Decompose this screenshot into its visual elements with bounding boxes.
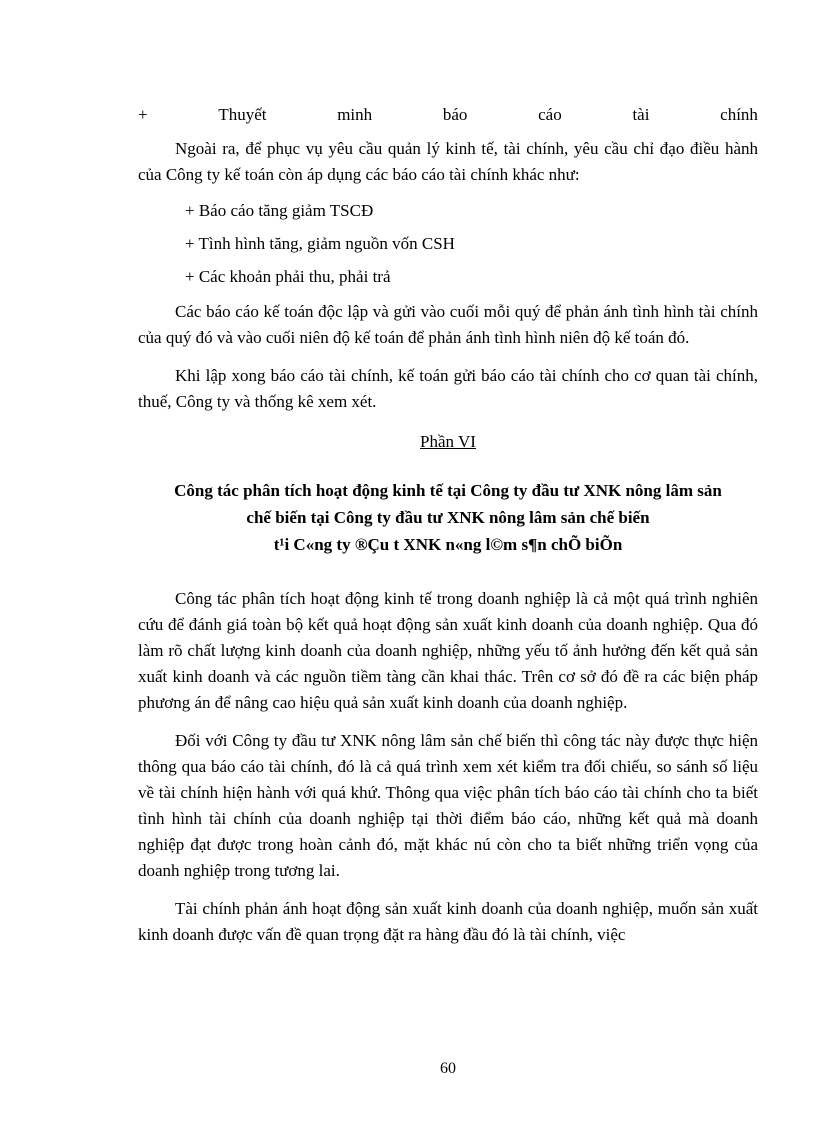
word: chính xyxy=(720,105,758,124)
bullet-list xyxy=(138,194,758,293)
section-title-line-1: Công tác phân tích hoạt động kinh tế tại Công ty đầu tư XNK nông lâm sản xyxy=(174,481,722,500)
page-number: 60 xyxy=(440,1060,456,1077)
paragraph-company-analysis: Đối với Công ty đầu tư XNK nông lâm sản chế biến thì công tác này được thực hiện thông qua báo cáo tài chính, đó là cả quá trình xem xét kiểm tra đối chiếu, so sánh số liệu về tài chính hiện hành với quá khứ. Thông qua việc phân tích báo cáo tài chính cho ta biết tình hình tài chính của doanh nghiệp tại thời điểm báo cáo, những kết quả mà doanh nghiệp đạt được trong hoàn cảnh đó, mặt khác nú còn cho ta biết những triển vọng của doanh nghiệp trong tương lai. xyxy=(138,731,758,880)
paragraph-independent-reports: Các báo cáo kế toán độc lập và gửi vào cuối mỗi quý để phản ánh tình hình tài chính của quý đó và vào cuối niên độ kế toán để phản ánh tình hình niên độ kế toán đó. xyxy=(138,302,758,347)
word: tài xyxy=(632,105,650,124)
word: báo xyxy=(442,105,468,124)
section-title-line-2: chế biến tại Công ty đầu tư XNK nông lâm sản chế biến xyxy=(246,508,650,527)
paragraph-analysis-intro: Công tác phân tích hoạt động kinh tế trong doanh nghiệp là cả một quá trình nghiên cứu để đánh giá toàn bộ kết quả hoạt động sản xuất kinh doanh của doanh nghiệp. Qua đó làm rõ chất lượng kinh doanh của doanh nghiệp, những yếu tố ảnh hưởng đến kết quả sản xuất kinh doanh và các nguồn tiềm tàng cần khai thác. Trên cơ sở đó đề ra các biện pháp phương án để nâng cao hiệu quả sản xuất kinh doanh của doanh nghiệp. xyxy=(138,589,758,712)
paragraph-finance: Tài chính phản ánh hoạt động sản xuất kinh doanh của doanh nghiệp, muốn sản xuất kinh doanh được vấn đề quan trọng đặt ra hàng đầu đó là tài chính, việc xyxy=(138,899,758,944)
word: cáo xyxy=(538,105,562,124)
word-plus: + xyxy=(138,105,148,124)
document-page xyxy=(138,100,758,948)
paragraph-other-reports: Ngoài ra, để phục vụ yêu cầu quản lý kinh tế, tài chính, yêu cầu chỉ đạo điều hành của Công ty kế toán còn áp dụng các báo cáo tài chính khác như: xyxy=(138,139,758,184)
bullet-item: + Các khoản phải thu, phải trả xyxy=(185,267,391,286)
bullet-item: + Báo cáo tăng giảm TSCĐ xyxy=(185,201,374,220)
justified-line-financial-notes xyxy=(138,100,758,130)
bullet-item: + Tình hình tăng, giảm nguồn vốn CSH xyxy=(185,234,455,253)
part-heading: Phần VI xyxy=(420,432,476,451)
paragraph-submission: Khi lập xong báo cáo tài chính, kế toán gửi báo cáo tài chính cho cơ quan tài chính, thuế, Công ty và thống kê xem xét. xyxy=(138,366,758,411)
word: Thuyết xyxy=(218,105,267,124)
section-title-line-3: t¹i C«ng ty ®Çu t XNK n«ng l©m s¶n chÕ biÕn xyxy=(273,535,623,554)
word: minh xyxy=(337,105,373,124)
